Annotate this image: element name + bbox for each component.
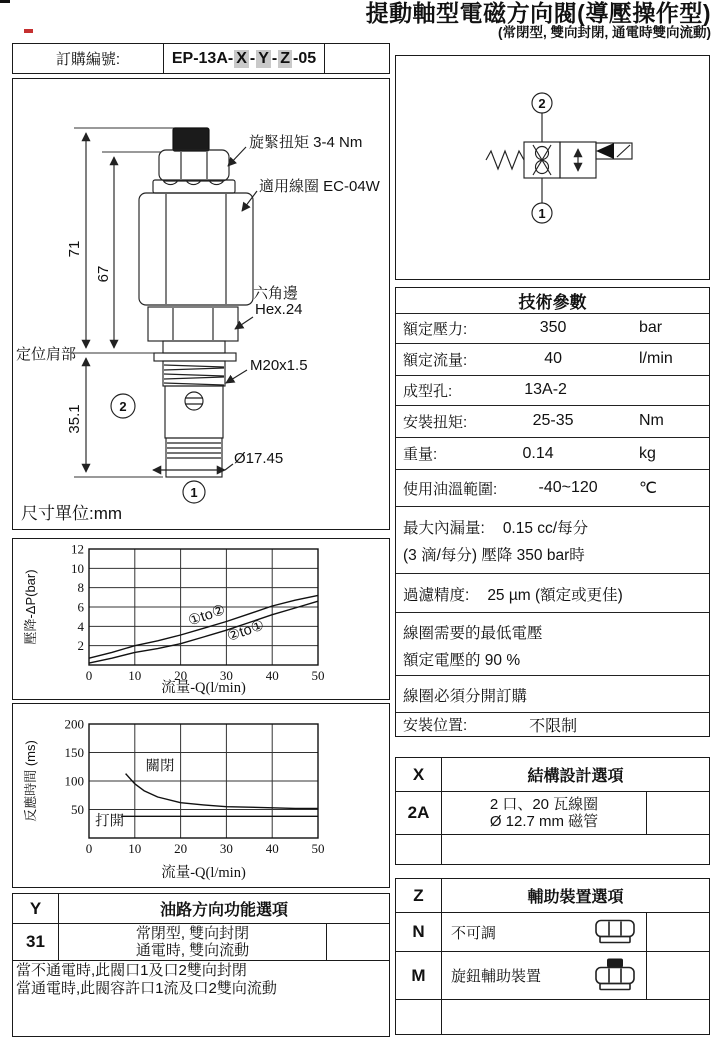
empty-cell [396, 1000, 442, 1034]
diameter-label: Ø17.45 [234, 450, 284, 467]
svg-text:流量-Q(l/min): 流量-Q(l/min) [161, 865, 246, 881]
option-y-table [12, 893, 390, 1037]
svg-text:50: 50 [311, 668, 325, 683]
pressure-drop-chart-box [12, 538, 390, 700]
tech-params-title: 技術參數 [396, 288, 709, 314]
table-row [13, 924, 389, 961]
empty-cell [646, 792, 709, 834]
empty-cell [646, 913, 709, 951]
symbol-port1-label: 1 [538, 206, 546, 221]
red-annotation-mark [24, 29, 33, 33]
svg-text:10: 10 [128, 668, 142, 683]
option-x-desc-line2: Ø 12.7 mm 磁管 [489, 813, 599, 830]
param-value: -40~120 [538, 479, 598, 496]
drawing-port1-label: 1 [190, 485, 198, 500]
option-x-code: X [396, 758, 442, 791]
hex-label-line2: Hex.24 [255, 301, 303, 318]
svg-text:打開: 打開 [95, 813, 125, 830]
svg-text:40: 40 [265, 841, 279, 856]
svg-text:12: 12 [71, 541, 84, 557]
hydraulic-symbol [396, 56, 708, 278]
order-number-box [12, 43, 390, 74]
empty-cell [646, 952, 709, 999]
coil-body [139, 193, 253, 305]
option-y-code: Y [13, 894, 59, 923]
svg-text:反應時間 (ms): 反應時間 (ms) [23, 740, 38, 822]
cross-hole [185, 392, 203, 410]
option-y-note [13, 961, 389, 1036]
option-z-row-n-code: N [396, 913, 442, 951]
filtration-block [396, 574, 709, 614]
param-unit: l/min [639, 350, 673, 368]
mounting-label: 安裝位置: [403, 717, 468, 734]
torque-label: 旋緊扭矩 3-4 Nm [249, 134, 363, 151]
param-label: 使用油溫範圍: [403, 480, 498, 498]
param-value: 40 [544, 350, 562, 368]
svg-text:150: 150 [64, 745, 84, 760]
dim-35-1: 35.1 [66, 404, 83, 434]
hex-label-line1: 六角邊 [253, 285, 299, 302]
symbol-port2-label: 2 [538, 96, 546, 111]
scan-corner-mark [0, 0, 10, 3]
leakage-value: 0.15 cc/每分 [502, 520, 589, 538]
svg-text:6: 6 [77, 599, 84, 615]
order-code-x: X [236, 49, 247, 67]
option-x-row-desc [442, 792, 646, 834]
param-value: 13A-2 [524, 381, 567, 399]
option-z-code: Z [396, 879, 442, 912]
drawing-port2-label: 2 [119, 399, 127, 414]
option-y-row-code: 31 [13, 924, 59, 960]
title-block [366, 1, 711, 40]
table-row [396, 406, 709, 439]
table-row [396, 952, 709, 1000]
order-box-spacer [325, 44, 389, 73]
option-z-n-label: 不可調 [451, 924, 497, 942]
svg-text:2: 2 [77, 638, 84, 654]
dim-71: 71 [66, 240, 83, 258]
svg-text:30: 30 [219, 841, 233, 856]
svg-text:20: 20 [174, 668, 188, 683]
coil-voltage-line2: 額定電壓的 90 % [403, 651, 521, 669]
solenoid-triangle [596, 143, 614, 159]
filtration-label: 過濾精度: [403, 586, 470, 604]
mounting-row [396, 713, 709, 736]
shoulder-label: 定位肩部 [16, 346, 77, 363]
response-time-chart [13, 704, 388, 886]
option-x-row-code: 2A [396, 792, 442, 834]
svg-text:10: 10 [128, 841, 142, 856]
unit-note: 尺寸單位:mm [21, 504, 123, 523]
coil-voltage-line1: 線圈需要的最低電壓 [403, 624, 543, 642]
coil-label: 適用線圈 EC-04W [259, 178, 380, 195]
option-x-table [395, 757, 710, 865]
svg-text:4: 4 [77, 618, 84, 634]
option-y-desc-line1: 常閉型, 雙向封閉 [135, 925, 250, 942]
option-z-row-m-desc [442, 952, 646, 999]
param-label: 重量: [403, 446, 438, 464]
param-unit: Nm [639, 412, 664, 430]
param-unit: ℃ [639, 480, 657, 497]
svg-text:10: 10 [71, 560, 84, 576]
option-x-title: 結構設計選項 [527, 768, 624, 785]
mounting-value: 不限制 [529, 718, 578, 735]
option-z-m-label: 旋鈕輔助裝置 [451, 968, 542, 985]
svg-text:8: 8 [77, 580, 84, 596]
hex-section [148, 307, 238, 341]
order-code-dash: - [249, 49, 256, 67]
param-label: 安裝扭矩: [403, 413, 468, 431]
option-y-note-line2: 當通電時,此閥容許口1流及口2雙向流動 [16, 980, 277, 997]
leakage-block [396, 507, 709, 574]
svg-text:關閉: 關閉 [145, 758, 175, 775]
svg-text:0: 0 [85, 841, 93, 856]
svg-text:50: 50 [71, 802, 84, 817]
table-row [396, 314, 709, 344]
coil-voltage-block [396, 613, 709, 676]
spring-symbol [486, 151, 524, 169]
table-row [396, 792, 709, 835]
option-x-desc-line1: 2 口、20 瓦線圈 [489, 796, 599, 813]
empty-row [396, 1000, 709, 1034]
empty-cell [442, 835, 709, 864]
empty-cell [326, 924, 389, 960]
hydraulic-symbol-box [395, 55, 710, 280]
table-row [396, 470, 709, 507]
option-y-note-line1: 當不通電時,此閥口1及口2雙向封閉 [16, 962, 247, 979]
option-y-row-desc [59, 924, 326, 960]
table-row [396, 376, 709, 406]
page-title: 提動軸型電磁方向閥(導壓操作型) [365, 0, 711, 26]
dim-67: 67 [95, 265, 112, 283]
order-code-y: Y [258, 49, 269, 67]
knob-plug-icon [592, 957, 638, 994]
table-row [396, 438, 709, 470]
page-subtitle: (常閉型, 雙向封閉, 通電時雙向流動) [498, 24, 711, 40]
hex-plug-icon [592, 919, 638, 946]
svg-text:20: 20 [174, 841, 188, 856]
svg-text:200: 200 [64, 716, 84, 732]
param-label: 額定流量: [403, 351, 468, 369]
order-code-z: Z [280, 49, 290, 67]
valve-dimension-drawing [13, 79, 388, 528]
table-header [396, 758, 709, 792]
leakage-note: (3 滴/每分) 壓降 350 bar時 [403, 547, 585, 565]
option-z-row-m-code: M [396, 952, 442, 999]
table-row [396, 344, 709, 376]
option-z-table [395, 878, 710, 1035]
order-number-label: 訂購編號: [55, 51, 121, 68]
svg-text:0: 0 [85, 668, 93, 683]
param-value: 0.14 [522, 444, 554, 462]
param-label: 額定壓力: [403, 320, 468, 338]
order-code-prefix: EP-13A- [171, 49, 234, 67]
table-header [13, 894, 389, 924]
svg-text:100: 100 [64, 773, 84, 789]
option-y-desc-line2: 通電時, 雙向流動 [135, 942, 250, 959]
table-header [396, 879, 709, 913]
response-time-chart-box [12, 703, 390, 888]
order-code-dash: - [271, 49, 278, 67]
empty-cell [396, 835, 442, 864]
svg-text:50: 50 [311, 841, 325, 856]
knurled-cap [173, 128, 209, 151]
valve-drawing-box [12, 78, 390, 530]
coil-order-note [396, 676, 709, 713]
svg-text:流量-Q(l/min): 流量-Q(l/min) [161, 680, 246, 696]
pressure-drop-chart [13, 539, 388, 698]
option-z-title: 輔助裝置選項 [527, 889, 624, 906]
param-value: 25-35 [532, 412, 574, 430]
param-value: 350 [539, 319, 567, 337]
empty-row [396, 835, 709, 864]
leakage-label: 最大內漏量: [403, 520, 485, 538]
svg-text:壓降-ΔP(bar): 壓降-ΔP(bar) [23, 569, 38, 645]
coil-order-note-text: 線圈必須分開訂購 [403, 688, 528, 706]
svg-text:30: 30 [219, 668, 233, 683]
tech-params-table [395, 287, 710, 737]
option-z-row-n-desc [442, 913, 646, 951]
svg-text:40: 40 [265, 668, 279, 683]
param-unit: bar [639, 319, 663, 337]
table-row [396, 913, 709, 952]
svg-text:②to①: ②to① [225, 617, 267, 645]
svg-text:①to②: ①to② [186, 602, 228, 630]
thread-label: M20x1.5 [250, 357, 308, 374]
empty-cell [442, 1000, 709, 1034]
order-code-suffix: -05 [293, 49, 317, 67]
param-label: 成型孔: [403, 382, 453, 400]
param-unit: kg [639, 444, 656, 462]
filtration-value: 25 µm (額定或更佳) [487, 586, 623, 604]
option-y-title: 油路方向功能選項 [159, 902, 288, 919]
order-code [163, 44, 325, 73]
